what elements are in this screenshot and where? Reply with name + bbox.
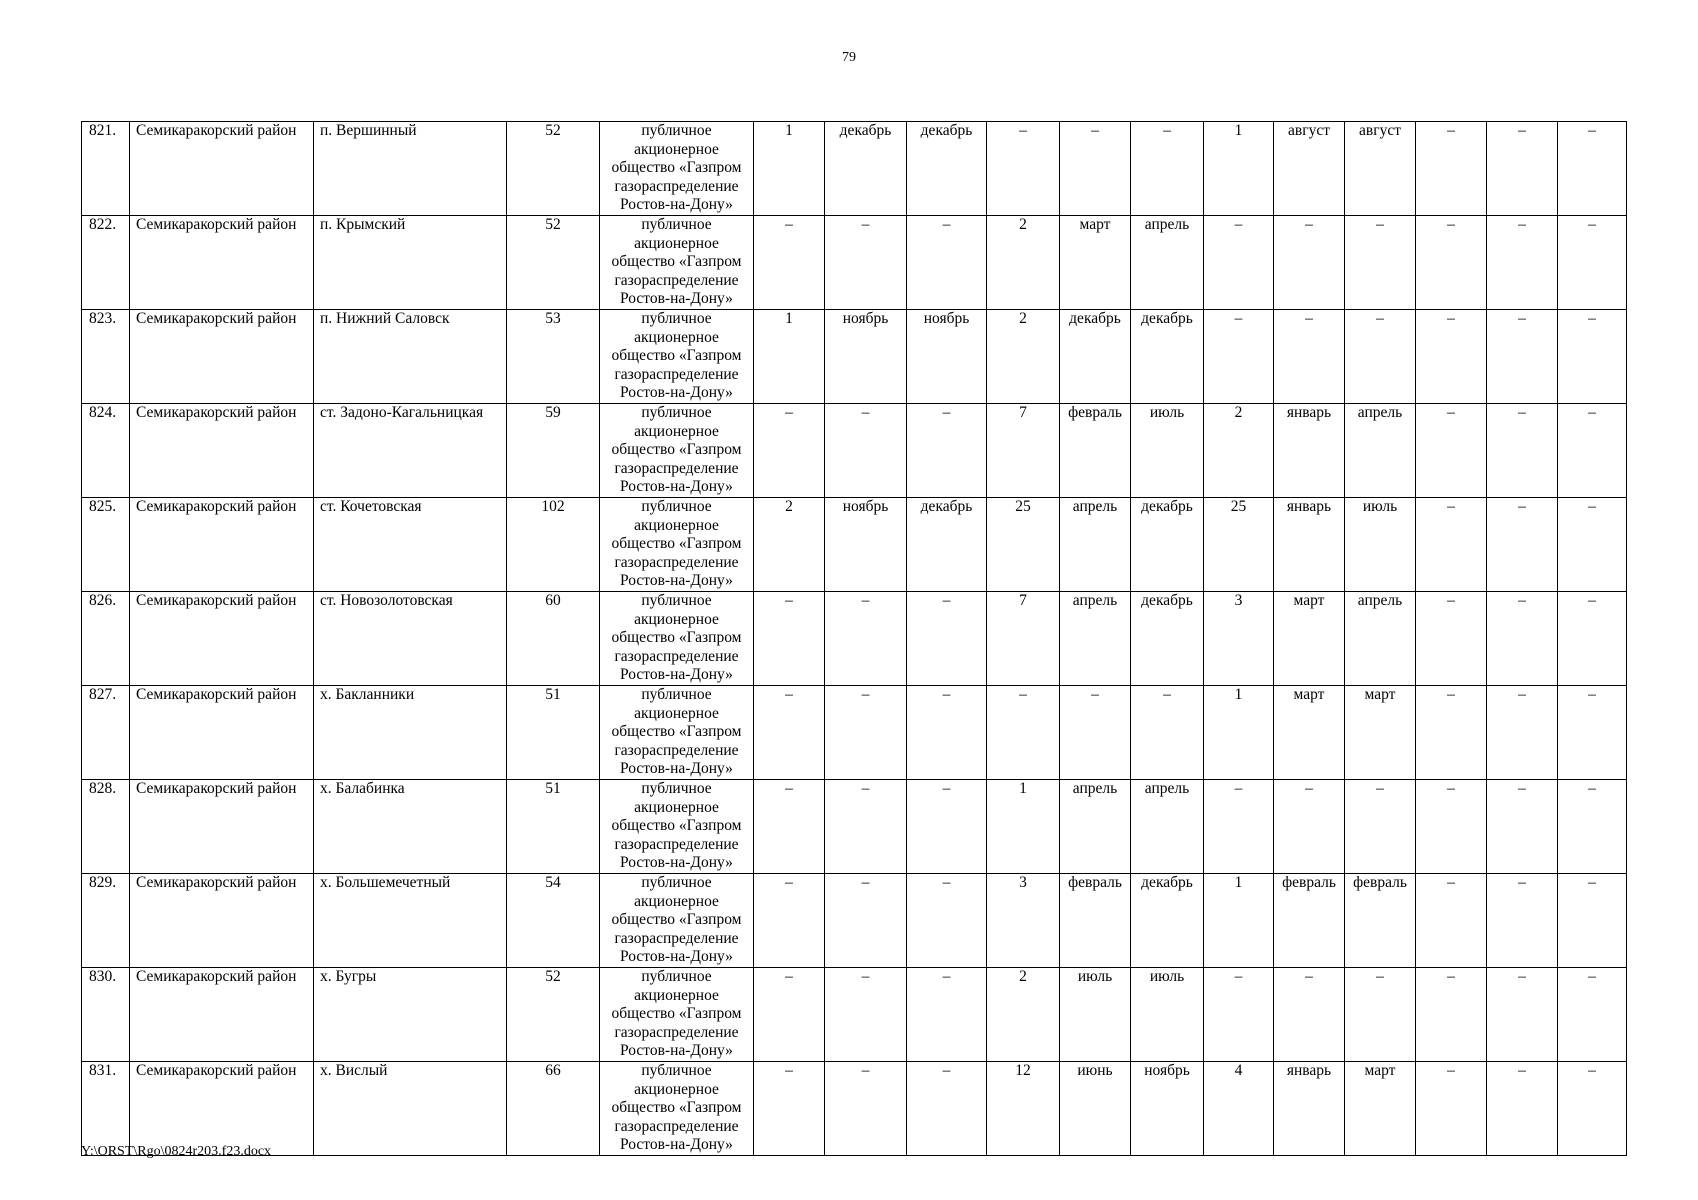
start-month-4-cell: – [1487,498,1558,592]
count-2-cell: 7 [987,592,1060,686]
table-row [82,686,1627,780]
distance-cell: 59 [507,404,600,498]
start-month-2-cell: декабрь [1060,310,1131,404]
end-month-1-cell: – [907,780,987,874]
count-1-cell: – [754,1061,825,1155]
end-month-2-cell: июль [1131,404,1204,498]
start-month-2-cell: июнь [1060,1061,1131,1155]
count-4-cell: – [1416,498,1487,592]
distance-cell: 66 [507,1061,600,1155]
end-month-3-cell: июль [1345,498,1416,592]
district-cell: Семикаракорский район [130,686,314,780]
row-number-cell: 829. [82,874,130,968]
row-number-cell: 828. [82,780,130,874]
count-1-cell: 1 [754,122,825,216]
end-month-4-cell: – [1558,592,1627,686]
district-cell: Семикаракорский район [130,780,314,874]
count-3-cell: 1 [1204,874,1274,968]
start-month-3-cell: январь [1274,404,1345,498]
count-3-cell: – [1204,310,1274,404]
end-month-2-cell: декабрь [1131,498,1204,592]
table-row [82,498,1627,592]
count-4-cell: – [1416,122,1487,216]
organization-cell: публичное акционерное общество «Газпром газораспределение Ростов-на-Дону» [600,968,754,1062]
start-month-2-cell: февраль [1060,874,1131,968]
start-month-3-cell: январь [1274,498,1345,592]
count-1-cell: – [754,968,825,1062]
district-cell: Семикаракорский район [130,968,314,1062]
end-month-2-cell: декабрь [1131,592,1204,686]
count-2-cell: 25 [987,498,1060,592]
count-4-cell: – [1416,592,1487,686]
start-month-2-cell: февраль [1060,404,1131,498]
row-number-cell: 824. [82,404,130,498]
distance-cell: 52 [507,968,600,1062]
end-month-1-cell: – [907,216,987,310]
start-month-1-cell: – [825,686,907,780]
start-month-2-cell: апрель [1060,780,1131,874]
locality-cell: ст. Кочетовская [314,498,507,592]
row-number-cell: 827. [82,686,130,780]
table-row [82,404,1627,498]
organization-cell: публичное акционерное общество «Газпром газораспределение Ростов-на-Дону» [600,592,754,686]
end-month-1-cell: – [907,686,987,780]
end-month-1-cell: – [907,968,987,1062]
start-month-3-cell: – [1274,216,1345,310]
count-3-cell: 1 [1204,122,1274,216]
start-month-2-cell: март [1060,216,1131,310]
end-month-4-cell: – [1558,498,1627,592]
start-month-3-cell: февраль [1274,874,1345,968]
count-4-cell: – [1416,216,1487,310]
count-3-cell: 1 [1204,686,1274,780]
row-number-cell: 823. [82,310,130,404]
count-1-cell: – [754,404,825,498]
table-row [82,310,1627,404]
start-month-1-cell: декабрь [825,122,907,216]
start-month-4-cell: – [1487,686,1558,780]
distance-cell: 51 [507,686,600,780]
end-month-4-cell: – [1558,216,1627,310]
table-row [82,122,1627,216]
count-1-cell: – [754,216,825,310]
row-number-cell: 822. [82,216,130,310]
count-3-cell: 3 [1204,592,1274,686]
end-month-4-cell: – [1558,686,1627,780]
count-4-cell: – [1416,310,1487,404]
locality-cell: х. Бугры [314,968,507,1062]
count-2-cell: 7 [987,404,1060,498]
start-month-1-cell: – [825,404,907,498]
count-1-cell: – [754,592,825,686]
end-month-1-cell: декабрь [907,122,987,216]
end-month-2-cell: – [1131,122,1204,216]
count-1-cell: 1 [754,310,825,404]
end-month-4-cell: – [1558,1061,1627,1155]
district-cell: Семикаракорский район [130,1061,314,1155]
end-month-1-cell: – [907,404,987,498]
count-3-cell: 2 [1204,404,1274,498]
organization-cell: публичное акционерное общество «Газпром газораспределение Ростов-на-Дону» [600,1061,754,1155]
start-month-4-cell: – [1487,310,1558,404]
locality-cell: п. Крымский [314,216,507,310]
page-number: 79 [842,50,856,65]
locality-cell: п. Нижний Саловск [314,310,507,404]
table-row [82,216,1627,310]
end-month-2-cell: декабрь [1131,310,1204,404]
district-cell: Семикаракорский район [130,122,314,216]
count-3-cell: – [1204,216,1274,310]
end-month-4-cell: – [1558,780,1627,874]
end-month-3-cell: – [1345,780,1416,874]
start-month-1-cell: – [825,1061,907,1155]
locality-cell: ст. Задоно-Кагальницкая [314,404,507,498]
start-month-3-cell: – [1274,310,1345,404]
start-month-4-cell: – [1487,874,1558,968]
count-4-cell: – [1416,404,1487,498]
end-month-2-cell: – [1131,686,1204,780]
start-month-4-cell: – [1487,1061,1558,1155]
distance-cell: 52 [507,216,600,310]
start-month-4-cell: – [1487,968,1558,1062]
end-month-3-cell: август [1345,122,1416,216]
end-month-2-cell: ноябрь [1131,1061,1204,1155]
row-number-cell: 821. [82,122,130,216]
row-number-cell: 830. [82,968,130,1062]
start-month-3-cell: август [1274,122,1345,216]
end-month-1-cell: декабрь [907,498,987,592]
count-2-cell: 2 [987,968,1060,1062]
end-month-2-cell: июль [1131,968,1204,1062]
district-cell: Семикаракорский район [130,874,314,968]
distance-cell: 102 [507,498,600,592]
end-month-4-cell: – [1558,874,1627,968]
start-month-3-cell: – [1274,968,1345,1062]
start-month-1-cell: – [825,874,907,968]
organization-cell: публичное акционерное общество «Газпром газораспределение Ростов-на-Дону» [600,404,754,498]
start-month-4-cell: – [1487,216,1558,310]
count-3-cell: 25 [1204,498,1274,592]
start-month-1-cell: – [825,216,907,310]
distance-cell: 54 [507,874,600,968]
start-month-2-cell: апрель [1060,498,1131,592]
start-month-3-cell: – [1274,780,1345,874]
count-4-cell: – [1416,686,1487,780]
row-number-cell: 831. [82,1061,130,1155]
end-month-3-cell: апрель [1345,404,1416,498]
count-4-cell: – [1416,874,1487,968]
count-2-cell: 12 [987,1061,1060,1155]
count-3-cell: – [1204,968,1274,1062]
start-month-4-cell: – [1487,404,1558,498]
row-number-cell: 825. [82,498,130,592]
start-month-1-cell: – [825,592,907,686]
start-month-1-cell: – [825,968,907,1062]
start-month-2-cell: – [1060,122,1131,216]
organization-cell: публичное акционерное общество «Газпром газораспределение Ростов-на-Дону» [600,874,754,968]
count-2-cell: 3 [987,874,1060,968]
locality-cell: х. Большемечетный [314,874,507,968]
start-month-4-cell: – [1487,122,1558,216]
end-month-3-cell: март [1345,686,1416,780]
end-month-4-cell: – [1558,122,1627,216]
organization-cell: публичное акционерное общество «Газпром газораспределение Ростов-на-Дону» [600,686,754,780]
district-cell: Семикаракорский район [130,404,314,498]
count-1-cell: – [754,686,825,780]
start-month-4-cell: – [1487,592,1558,686]
end-month-3-cell: апрель [1345,592,1416,686]
distance-cell: 52 [507,122,600,216]
end-month-2-cell: апрель [1131,216,1204,310]
end-month-4-cell: – [1558,404,1627,498]
table-body [82,122,1627,1156]
count-2-cell: 2 [987,216,1060,310]
distance-cell: 53 [507,310,600,404]
district-cell: Семикаракорский район [130,310,314,404]
end-month-4-cell: – [1558,310,1627,404]
count-2-cell: – [987,686,1060,780]
count-3-cell: – [1204,780,1274,874]
table-row [82,968,1627,1062]
organization-cell: публичное акционерное общество «Газпром газораспределение Ростов-на-Дону» [600,122,754,216]
count-2-cell: 1 [987,780,1060,874]
locality-cell: п. Вершинный [314,122,507,216]
organization-cell: публичное акционерное общество «Газпром газораспределение Ростов-на-Дону» [600,216,754,310]
locality-cell: ст. Новозолотовская [314,592,507,686]
district-cell: Семикаракорский район [130,592,314,686]
count-1-cell: 2 [754,498,825,592]
district-cell: Семикаракорский район [130,498,314,592]
count-1-cell: – [754,780,825,874]
file-path-footer: Y:\ORST\Rgo\0824r203.f23.docx [81,1144,272,1159]
end-month-1-cell: – [907,592,987,686]
count-4-cell: – [1416,968,1487,1062]
end-month-1-cell: – [907,874,987,968]
count-3-cell: 4 [1204,1061,1274,1155]
start-month-1-cell: – [825,780,907,874]
count-4-cell: – [1416,1061,1487,1155]
district-cell: Семикаракорский район [130,216,314,310]
start-month-3-cell: март [1274,592,1345,686]
distance-cell: 60 [507,592,600,686]
start-month-1-cell: ноябрь [825,310,907,404]
locality-cell: х. Балабинка [314,780,507,874]
start-month-3-cell: март [1274,686,1345,780]
table-row [82,592,1627,686]
start-month-2-cell: июль [1060,968,1131,1062]
end-month-1-cell: ноябрь [907,310,987,404]
count-4-cell: – [1416,780,1487,874]
start-month-1-cell: ноябрь [825,498,907,592]
start-month-2-cell: – [1060,686,1131,780]
count-2-cell: – [987,122,1060,216]
organization-cell: публичное акционерное общество «Газпром газораспределение Ростов-на-Дону» [600,310,754,404]
end-month-3-cell: – [1345,216,1416,310]
end-month-4-cell: – [1558,968,1627,1062]
organization-cell: публичное акционерное общество «Газпром газораспределение Ростов-на-Дону» [600,780,754,874]
count-2-cell: 2 [987,310,1060,404]
start-month-3-cell: январь [1274,1061,1345,1155]
table-row [82,1061,1627,1155]
end-month-2-cell: декабрь [1131,874,1204,968]
end-month-1-cell: – [907,1061,987,1155]
table-row [82,780,1627,874]
end-month-3-cell: – [1345,968,1416,1062]
start-month-2-cell: апрель [1060,592,1131,686]
distance-cell: 51 [507,780,600,874]
count-1-cell: – [754,874,825,968]
table-row [82,874,1627,968]
row-number-cell: 826. [82,592,130,686]
gasification-schedule-table [81,121,1627,1156]
end-month-3-cell: февраль [1345,874,1416,968]
start-month-4-cell: – [1487,780,1558,874]
end-month-3-cell: март [1345,1061,1416,1155]
end-month-2-cell: апрель [1131,780,1204,874]
organization-cell: публичное акционерное общество «Газпром газораспределение Ростов-на-Дону» [600,498,754,592]
locality-cell: х. Вислый [314,1061,507,1155]
end-month-3-cell: – [1345,310,1416,404]
locality-cell: х. Бакланники [314,686,507,780]
